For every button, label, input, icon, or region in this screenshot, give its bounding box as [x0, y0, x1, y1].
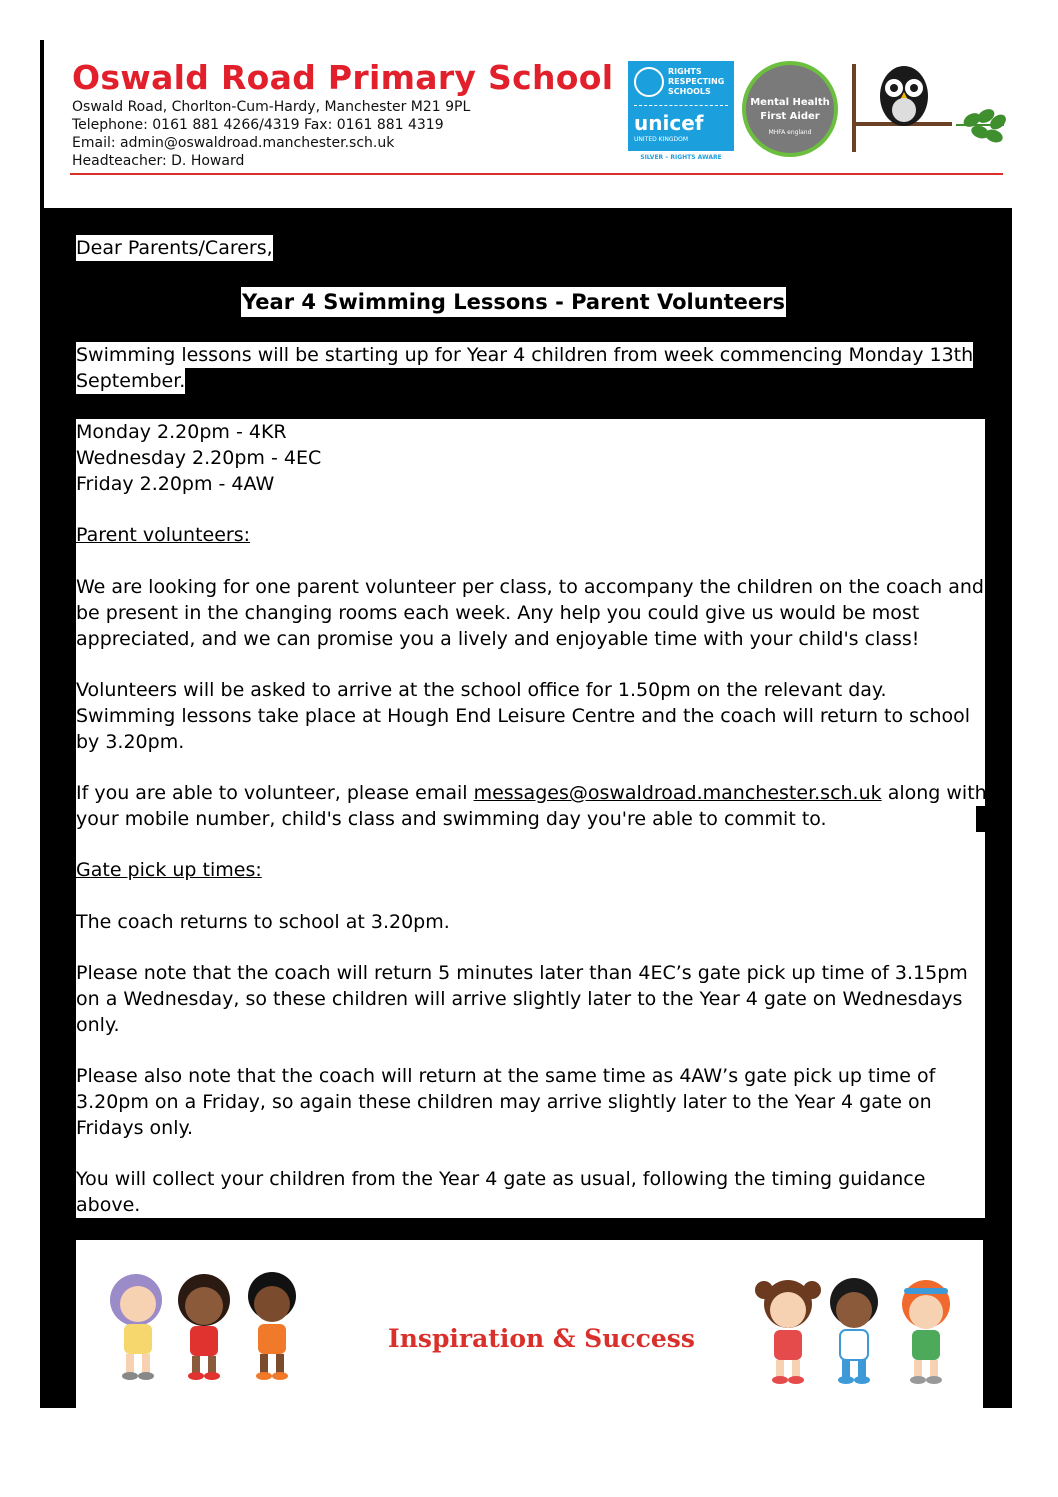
school-email: Email: admin@oswaldroad.manchester.sch.uk: [72, 135, 395, 151]
mhfa-line2: First Aider: [760, 111, 820, 122]
contact-prefix: If you are able to volunteer, please email: [76, 782, 474, 804]
paragraph-line: appreciated, and we can promise you a lively and enjoyable time with your child's class!: [76, 628, 920, 650]
schedule-item: Friday 2.20pm - 4AW: [76, 473, 275, 495]
letter-title: Year 4 Swimming Lessons - Parent Volunteers: [241, 287, 786, 317]
gate-heading: Gate pick up times:: [76, 859, 262, 881]
header-left-bar: [40, 40, 44, 208]
mhfa-badge: [742, 61, 838, 157]
school-telephone: Telephone: 0161 881 4266/4319 Fax: 0161 881 4319: [72, 117, 444, 133]
school-headteacher: Headteacher: D. Howard: [72, 153, 245, 169]
school-name: Oswald Road Primary School: [72, 58, 614, 97]
rrs-text: RIGHTS RESPECTING SCHOOLS: [668, 67, 725, 96]
unicef-award-level: SILVER – RIGHTS AWARE: [628, 151, 734, 164]
unicef-country: UNITED KINGDOM: [634, 136, 688, 143]
volunteer-email-link[interactable]: messages@oswaldroad.manchester.sch.uk: [473, 782, 882, 804]
school-address: Oswald Road, Chorlton-Cum-Hardy, Manchester M21 9PL: [72, 99, 471, 115]
intro-line: September.: [76, 370, 186, 392]
paragraph-line: only.: [76, 1014, 120, 1036]
paragraph-line: Swimming lessons take place at Hough End Leisure Centre and the coach will return to school: [76, 705, 971, 727]
paragraph-line: by 3.20pm.: [76, 731, 185, 753]
letter-body-block: [76, 832, 985, 1218]
paragraph-line: Please note that the coach will return 5 minutes later than 4EC’s gate pick up time of 3.15pm: [76, 962, 968, 984]
children-globe-icon: [634, 67, 664, 97]
volunteers-heading: Parent volunteers:: [76, 524, 251, 546]
paragraph-line: be present in the changing rooms each week. Any help you could give us would be most: [76, 602, 920, 624]
greeting: Dear Parents/Carers,: [76, 237, 273, 259]
paragraph-line: above.: [76, 1194, 141, 1216]
paragraph-line: Volunteers will be asked to arrive at the school office for 1.50pm on the relevant day.: [76, 679, 887, 701]
mhfa-line1: Mental Health: [750, 97, 830, 108]
badge-divider: [634, 105, 728, 106]
contact-suffix: along with: [881, 782, 987, 804]
children-illustration-icon: [748, 1266, 966, 1388]
school-motto: Inspiration & Success: [388, 1324, 695, 1353]
mhfa-org: MHFA england: [768, 129, 812, 136]
unicef-wordmark: unicef: [634, 111, 704, 135]
paragraph-line: Fridays only.: [76, 1117, 194, 1139]
mhfa-badge-inner: [746, 65, 834, 153]
schedule-item: Monday 2.20pm - 4KR: [76, 421, 287, 443]
unicef-rrs-badge: [628, 61, 734, 164]
paragraph-line: You will collect your children from the Year 4 gate as usual, following the timing guidance: [76, 1168, 926, 1190]
intro-line: Swimming lessons will be starting up for Year 4 children from week commencing Monday 13th: [76, 344, 974, 366]
header-divider: [70, 173, 1003, 175]
schedule-item: Wednesday 2.20pm - 4EC: [76, 447, 322, 469]
children-illustration-icon: [96, 1262, 312, 1384]
paragraph-line: Please also note that the coach will return at the same time as 4AW’s gate pick up time of: [76, 1065, 936, 1087]
contact-line: your mobile number, child's class and swimming day you're able to commit to.: [76, 808, 827, 830]
paragraph-line: 3.20pm on a Friday, so again these children may arrive slightly later to the Year 4 gate on: [76, 1091, 932, 1113]
paragraph-line: on a Wednesday, so these children will arrive slightly later to the Year 4 gate on Wednesdays: [76, 988, 963, 1010]
owl-logo-icon: [852, 62, 1008, 154]
paragraph-line: We are looking for one parent volunteer per class, to accompany the children on the coach and: [76, 576, 984, 598]
paragraph-line: The coach returns to school at 3.20pm.: [76, 911, 450, 933]
contact-line: [76, 780, 987, 806]
